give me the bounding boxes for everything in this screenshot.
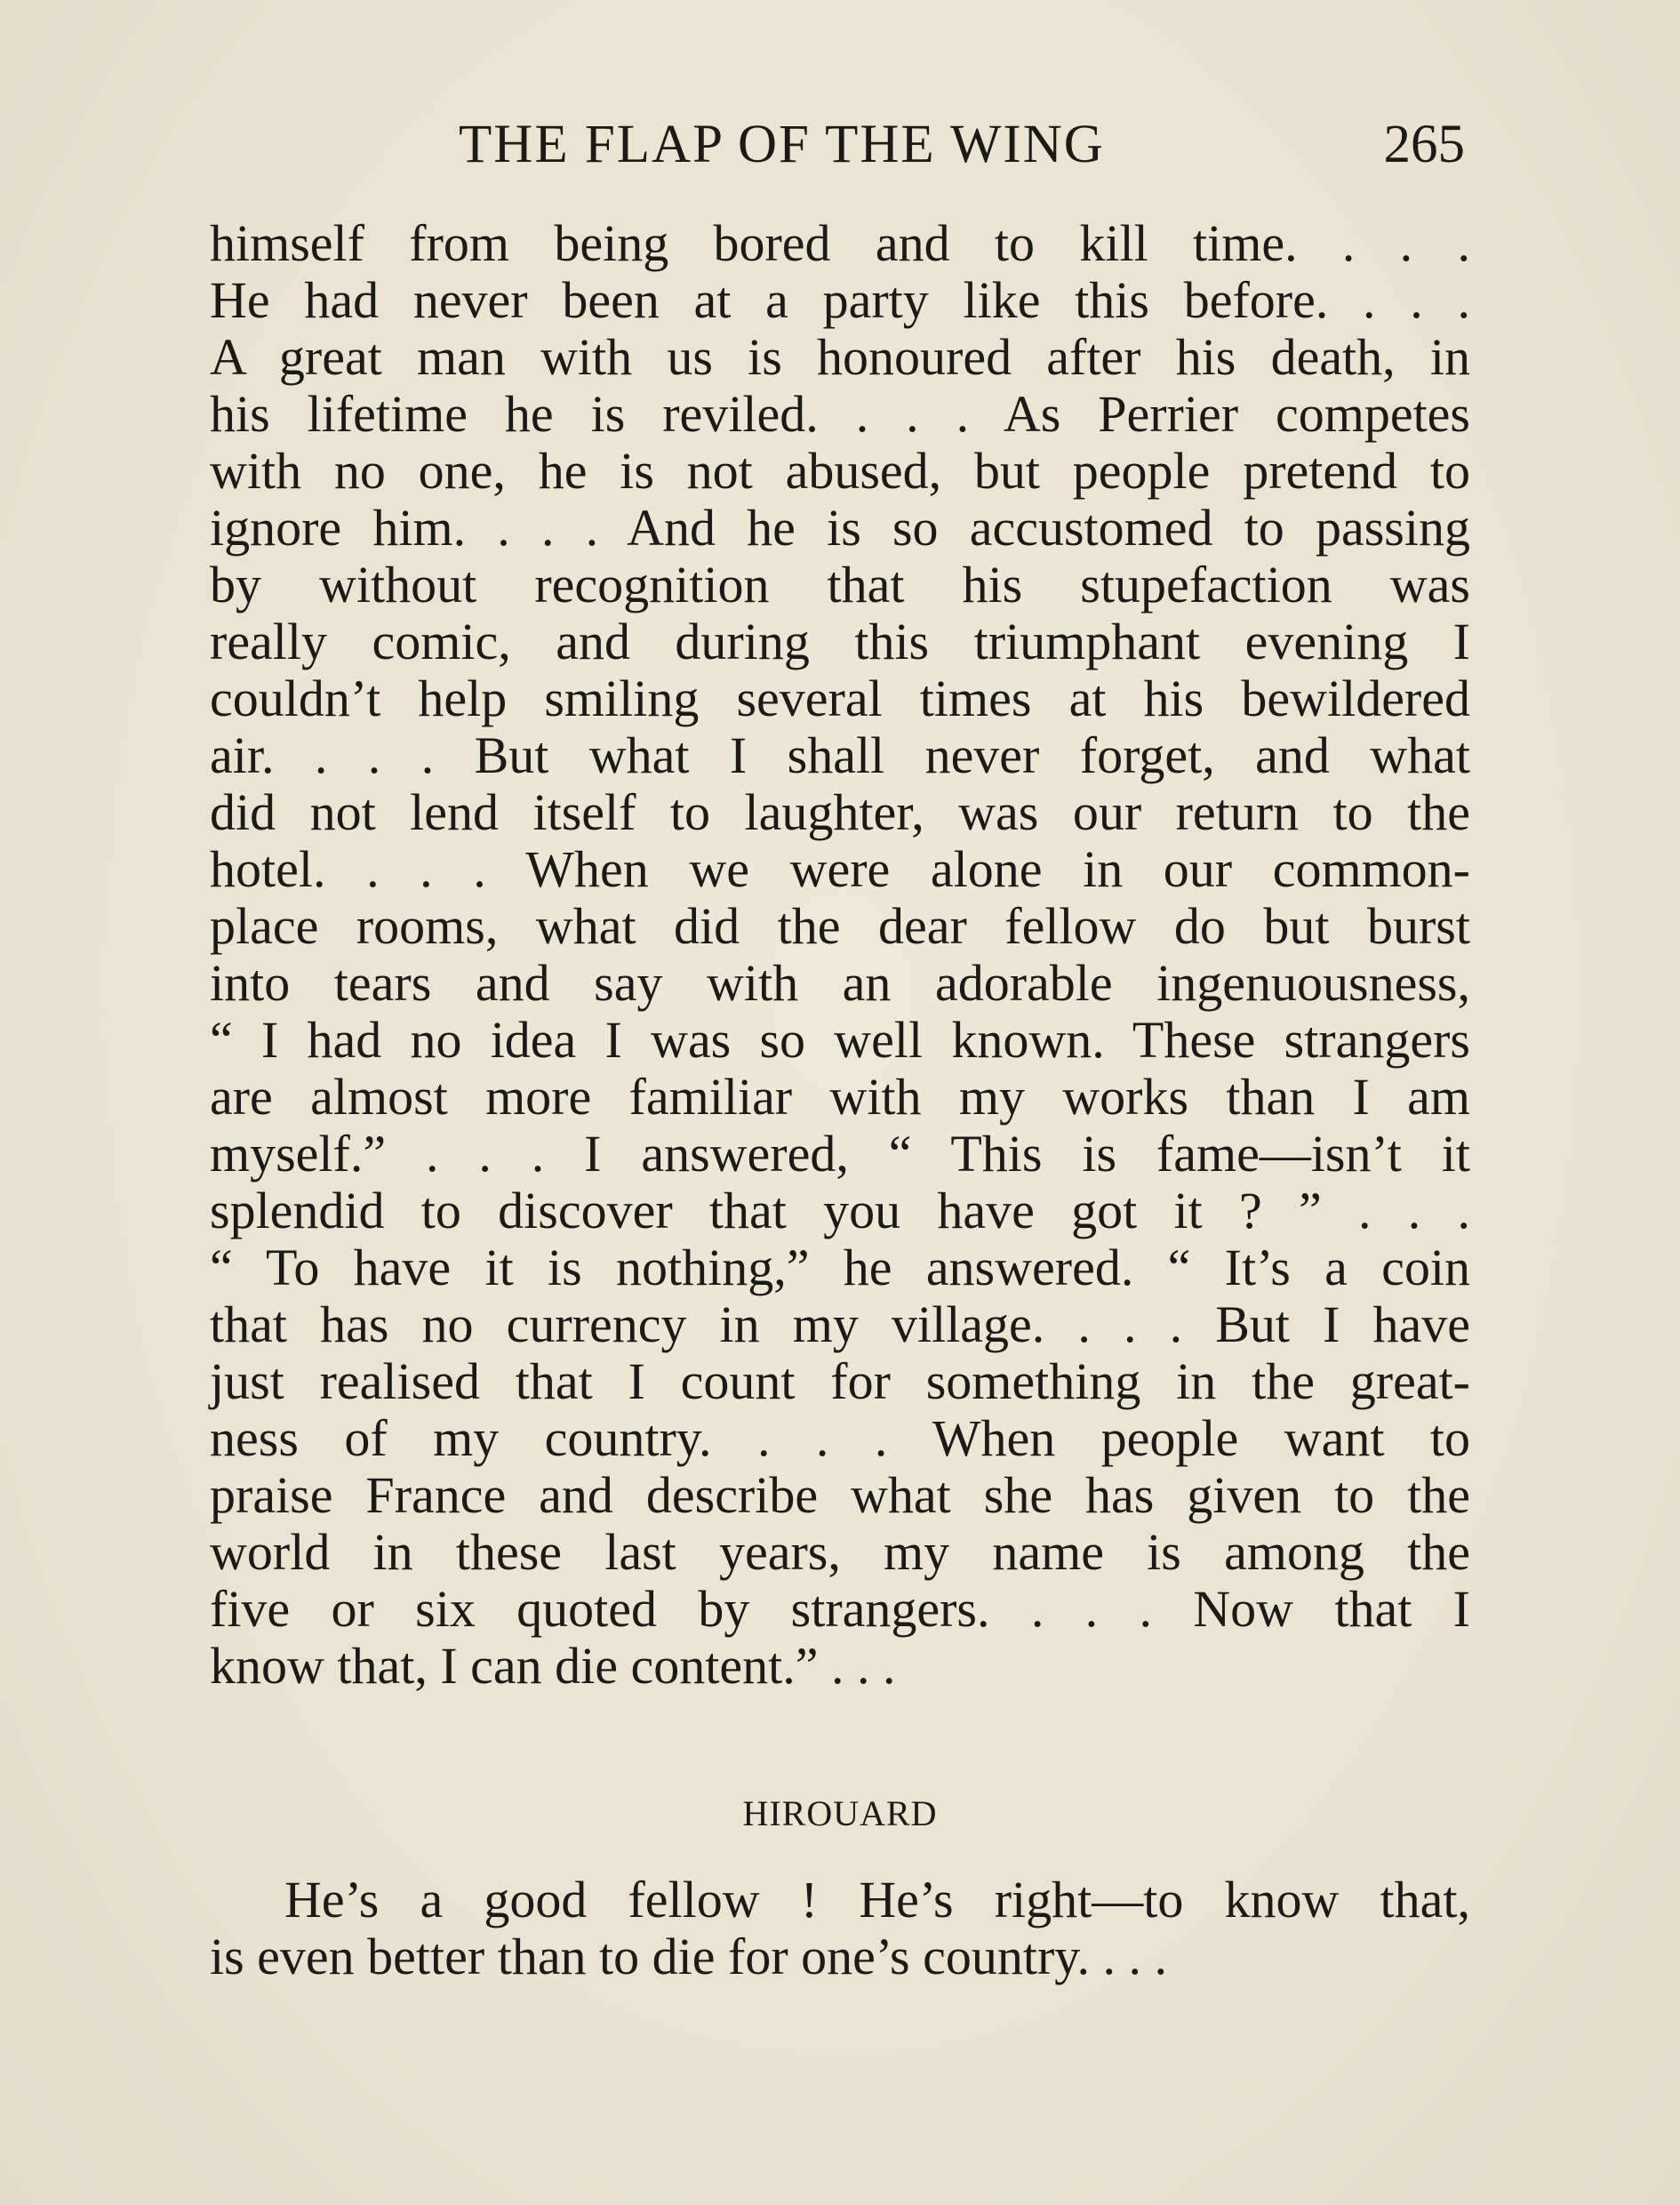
- text-line: into tears and say with an adorable ingenuousness,: [210, 954, 1470, 1012]
- text-line: world in these last years, my name is among the: [210, 1523, 1470, 1581]
- text-line: place rooms, what did the dear fellow do but burst: [210, 897, 1470, 955]
- text-line: ness of my country. . . . When people want to: [210, 1409, 1470, 1467]
- text-line: hotel. . . . When we were alone in our common-: [210, 840, 1470, 898]
- text-line: did not lend itself to laughter, was our return to the: [210, 783, 1470, 841]
- text-line: his lifetime he is reviled. . . . As Perrier competes: [210, 385, 1470, 443]
- running-title: THE FLAP OF THE WING: [459, 115, 1105, 174]
- text-line: that has no currency in my village. . . . But I have: [210, 1295, 1470, 1353]
- text-line: five or six quoted by strangers. . . . Now that I: [210, 1580, 1470, 1638]
- running-head: [210, 114, 1472, 176]
- text-line: is even better than to die for one’s country. . . .: [210, 1928, 1167, 1985]
- text-line: He had never been at a party like this before. . . .: [210, 271, 1470, 329]
- text-line: couldn’t help smiling several times at his bewildered: [210, 670, 1470, 727]
- text-line: praise France and describe what she has given to the: [210, 1466, 1470, 1524]
- text-line: “ To have it is nothing,” he answered. “ It’s a coin: [210, 1239, 1470, 1296]
- text-line: know that, I can die content.” . . .: [210, 1637, 896, 1695]
- text-line: He’s a good fellow ! He’s right—to know that,: [284, 1871, 1470, 1928]
- text-line: splendid to discover that you have got it ? ” . . .: [210, 1182, 1470, 1239]
- speaker-heading: HIROUARD: [742, 1793, 938, 1833]
- text-line: “ I had no idea I was so well known. These strangers: [210, 1011, 1470, 1069]
- text-line: with no one, he is not abused, but people pretend to: [210, 442, 1470, 500]
- page-number: 265: [1383, 115, 1465, 174]
- speaker-paragraph: [210, 1872, 1470, 1985]
- text-line: are almost more familiar with my works than I am: [210, 1068, 1470, 1126]
- main-paragraph: [210, 215, 1470, 1695]
- text-line: just realised that I count for something in the great-: [210, 1352, 1470, 1410]
- text-line: himself from being bored and to kill time. . . .: [210, 214, 1470, 272]
- text-line: ignore him. . . . And he is so accustomed to passing: [210, 499, 1470, 557]
- text-line: by without recognition that his stupefaction was: [210, 556, 1470, 613]
- text-line: A great man with us is honoured after his death, in: [210, 328, 1470, 386]
- text-line: really comic, and during this triumphant evening I: [210, 613, 1470, 670]
- text-line: myself.” . . . I answered, “ This is fame—isn’t it: [210, 1125, 1470, 1183]
- text-line: air. . . . But what I shall never forget, and what: [210, 726, 1470, 784]
